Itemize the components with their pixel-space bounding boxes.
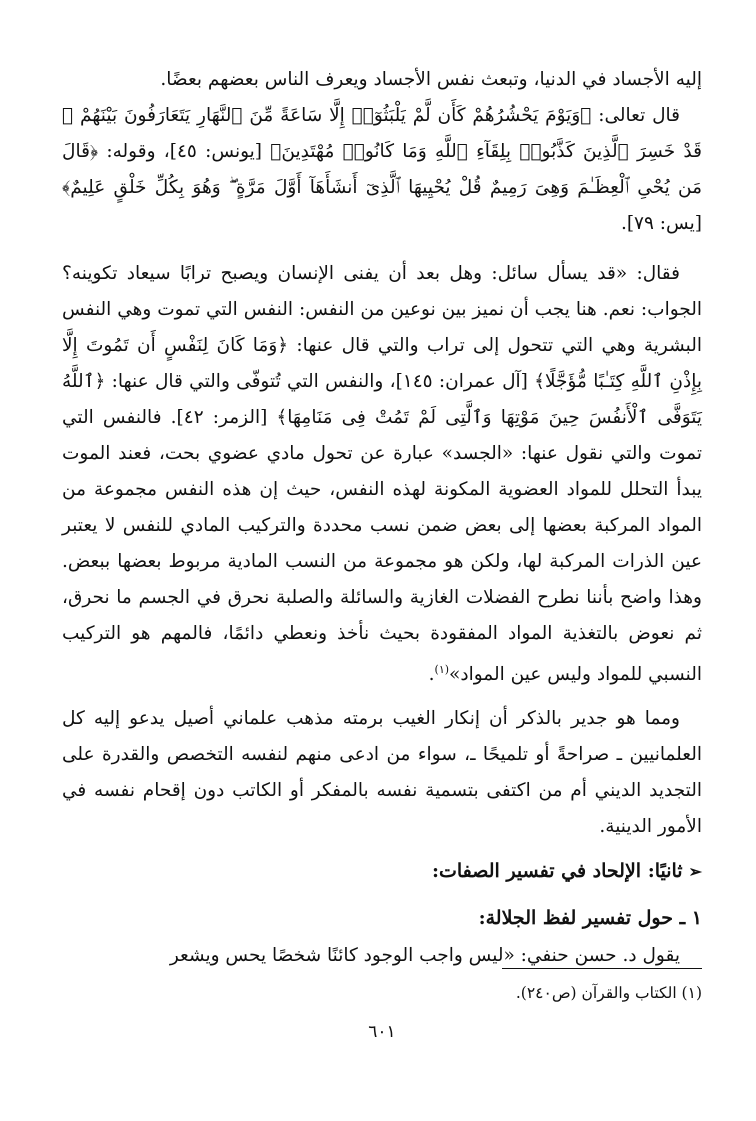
quote-end-period: . <box>428 664 435 686</box>
quran-verses-text: قال تعالى: ﴿وَيَوْمَ يَحْشُرُهُمْ كَأَن لَّمْ يَلْبَثُوٓا۟ إِلَّا سَاعَةً مِّنَ ٱلنَّهَارِ يَتَعَارَفُونَ بَيْنَهُمْ ۚ قَدْ خَسِرَ ٱلَّذِينَ كَذَّبُوا۟ بِلِقَآءِ ٱللَّهِ وَمَا كَانُوا۟ مُهْتَدِينَ﴾ [يونس: ٤٥]، وقوله: ﴿قَالَ مَن يُحْىِ ٱلْعِظَـٰمَ وَهِىَ رَمِيمٌ قُلْ يُحْيِيهَا ٱلَّذِىٓ أَنشَأَهَآ أَوَّلَ مَرَّةٍ ۖ وَهُوَ بِكُلِّ خَلْقٍ عَلِيمٌ﴾ [يس: ٧٩]. <box>62 105 702 234</box>
paragraph-secularism: ومما هو جدير بالذكر أن إنكار الغيب برمته مذهب علماني أصيل يدعو إليه كل العلمانيين ـ صراحةً أو تلميحًا ـ، سواء من ادعى منهم لنفسه التخصص والقدرة على التجديد الديني أم من اكتفى بتسمية نفسه بالمفكر أو الكاتب دون إقحام نفسه في الأمور الدينية. <box>62 708 702 838</box>
section-heading <box>62 851 702 892</box>
subsection-heading: ١ ـ حول تفسير لفظ الجلالة: <box>478 907 702 930</box>
paragraph-quran-verses <box>62 98 702 242</box>
footnote-separator <box>502 968 702 969</box>
section-heading-text: ثانيًا: الإلحاد في تفسير الصفات: <box>431 860 683 883</box>
paragraph-intro: إليه الأجساد في الدنيا، وتبعث نفس الأجساد ويعرف الناس بعضهم بعضًا. <box>160 69 702 90</box>
arrow-bullet-icon: ➢ <box>688 862 702 882</box>
paragraph-quote <box>62 256 702 693</box>
paragraph-hanafi-quote: يقول د. حسن حنفي: «ليس واجب الوجود كائنًا شخصًا يحس ويشعر <box>169 945 680 967</box>
page-number: ٦٠١ <box>368 1022 396 1042</box>
footnote: (١) الكتاب والقرآن (ص٢٤٠). <box>515 984 702 1002</box>
footnote-reference: (١) <box>434 663 450 676</box>
book-page <box>62 62 702 1062</box>
quote-text: فقال: «قد يسأل سائل: وهل بعد أن يفنى الإنسان ويصبح ترابًا سيعاد تكوينه؟ الجواب: نعم. هنا يجب أن نميز بين نوعين من النفس: النفس التي تموت وهي النفس البشرية وهي التي تتحول إلى تراب والتي قال عنها: ﴿وَمَا كَانَ لِنَفْسٍ أَن تَمُوتَ إِلَّا بِإِذْنِ ٱللَّهِ كِتَـٰبًا مُّؤَجَّلًا﴾ [آل عمران: ١٤٥]، والنفس التي تُتوفّى والتي قال عنها: ﴿ٱللَّهُ يَتَوَفَّى ٱلْأَنفُسَ حِينَ مَوْتِهَا وَٱلَّتِى لَمْ تَمُتْ فِى مَنَامِهَا﴾ [الزمر: ٤٢]. فالنفس التي تموت والتي نقول عنها: «الجسد» عبارة عن تحول مادي عضوي بحت، فعند الموت يبدأ التحلل للمواد العضوية المكونة لهذه النفس، حيث إن هذه النفس مجموعة من المواد المركبة بعضها إلى بعض ضمن نسب محددة والتركيب المادي للنفس لا يعتبر عين الذرات المركبة لها، ولكن هو مجموعة من النسب المادية مربوط بعضها ببعض. وهذا واضح بأننا نطرح الفضلات الغازية والسائلة والصلبة نحرق في الجسم ما نحرق، ثم نعوض بالتغذية المواد المفقودة بحيث نأخذ ونعطي دائمًا، فالمهم هو التركيب النسبي للمواد وليس عين المواد» <box>62 263 702 686</box>
